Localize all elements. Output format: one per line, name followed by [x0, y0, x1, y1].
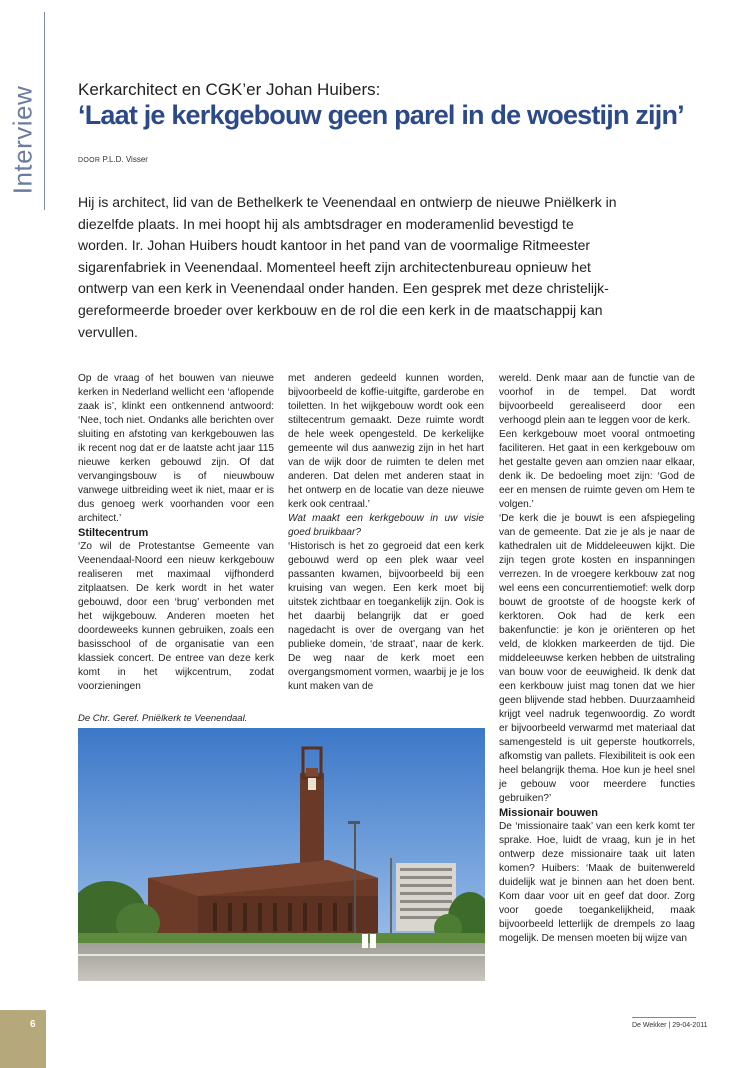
footer-rule: [632, 1017, 696, 1018]
intro-paragraph: Hij is architect, lid van de Bethelkerk te Veenendaal en ontwierp de nieuwe Pniëlkerk in diezelfde plaats. In mei hoopt hij als ambtsdrager en moderamenlid bevestigd te worden. Ir. Johan Huibers houdt kantoor in het pand van de voormalige Ritmeester sigarenfabriek in Veenendaal. Momenteel heeft zijn architectenbureau opnieuw het ontwerp van een kerk in Veenendaal onder handen. Een gesprek met deze christelijk-gereformeerde broeder over kerkbouw en de rol die een kerk in de maatschappij kan vervullen.: [78, 194, 617, 340]
col3-paragraph-4: De ‘missionaire taak’ van een kerk komt ter sprake. Hoe, luidt de vraag, kun je in het ontwerp deze missionaire taak uit laten komen? Huibers: ‘Maak de buitenwereld duidelijk wat je binnen aan het doen bent. Kom daar voor uit en geef dat door. Zorg voor goede toegankelijkheid, maak bijvoorbeeld letterlijk de drempels zo laag mogelijk. De mensen moeten bij wijze van: [499, 821, 695, 944]
col1-paragraph-1: Op de vraag of het bouwen van nieuwe kerken in Nederland wellicht een ‘aflopende zaak is’, klinkt een ontkennend antwoord: ‘Nee, toch niet. Ondanks alle berichten over sluiting en afstoting van kerkgebouwen las ik recent nog dat er de laatste acht jaar 115 nieuwe kerken gebouwd zijn. Of dat vervangingsbouw is of nieuwbouw vanwege uitbreiding weet ik niet, maar er is dus genoeg werk voorhanden voor een architect.’: [78, 373, 274, 524]
column-3: [499, 372, 695, 946]
headline: ‘Laat je kerkgebouw geen parel in de woestijn zijn’: [78, 100, 684, 130]
col2-paragraph-1: met anderen gedeeld kunnen worden, bijvoorbeeld de koffie-uitgifte, garderobe en toiletten. In het wijkgebouw wordt ook een stiltecentrum gemaakt. Deze ruimte wordt de hele week opengesteld. De kerkelijke gemeente wil dus aanwezig zijn in het hart van de wijk door de ruimten te delen met anderen. Dat delen met anderen staat in het ontwerp en de locatie van deze nieuwe kerk ook centraal.’: [288, 373, 484, 510]
column-2: [288, 372, 484, 694]
col3-paragraph-1: wereld. Denk maar aan de functie van de voorhof in de tempel. Dat wordt bijvoorbeeld gerealiseerd door een verhoogd plein aan te leggen voor de kerk.: [499, 373, 695, 426]
photo-caption: De Chr. Geref. Pniëlkerk te Veenendaal.: [78, 713, 248, 724]
side-rule: [44, 12, 45, 210]
subhead-stiltecentrum: Stiltecentrum: [78, 527, 149, 539]
byline: [78, 155, 148, 164]
column-1: [78, 372, 274, 694]
section-label: Interview: [7, 85, 38, 195]
col3-paragraph-3: ‘De kerk die je bouwt is een afspiegeling van de gemeente. Dat zie je als je naar de kathedralen uit de Middeleeuwen kijkt. Die zijn tegen grote kosten en inspanningen verrezen. In de vroegere kerkbouw zat nog wel eens een concurrentiemotief: welk dorp bouwt de grootste of de hoogste kerk of kerktoren. Ook had de kerk een bakenfunctie: je kon je oriënteren op het veld, de klokken markeerden de tijd. Die middeleeuwse kerken hebben de uitstraling van bouw voor de eeuwigheid. Ik denk dat een kerkbouw juist mag tonen dat we hier geen blijvende stad hebben. Duurzaamheid krijgt veel nadruk tegenwoordig. Zo wordt er bijvoorbeeld verwarmd met materiaal dat samengesteld is uit geperste houtkorrels, afkomstig van pallets. Flexibiliteit is ook een heel belangrijk thema. Hoe kun je heel snel je gebouw voor meerdere functies gebruiken?’: [499, 513, 695, 804]
church-photo-illustration: [78, 728, 485, 981]
col3-paragraph-2: Een kerkgebouw moet vooral ontmoeting faciliteren. Het gaat in een kerkgebouw om het gestalte geven aan omzien naar elkaar, denk ik. De bedoeling moet zijn: ‘God de eer en mensen de ruimte geven om Hem te volgen.’: [499, 429, 695, 510]
col1-paragraph-2: ‘Zo wil de Protestantse Gemeente van Veenendaal-Noord een nieuw kerkgebouw realiseren met maximaal vijfhonderd zitplaatsen. De kerk wordt in het water gebouwd, door een ‘brug’ verbonden met het wijkgebouw. Anderen moeten het doordeweeks kunnen gebruiken, zoals een basisschool of de organisatie van een klassiek concert. De entree van deze kerk komt in het wijkcentrum, zodat voorzieningen: [78, 541, 274, 692]
footer-publication: De Wekker | 29-04-2011: [632, 1022, 708, 1029]
page-number: 6: [30, 1019, 36, 1030]
interview-question: Wat maakt een kerkgebouw in uw visie goed bruikbaar?: [288, 513, 484, 538]
col2-paragraph-2: ‘Historisch is het zo gegroeid dat een kerk gebouwd werd op een plek waar veel passanten kwamen, bijvoorbeeld bij een kruising van wegen. Een kerk moet bij uitstek zichtbaar en toegankelijk zijn. Ook is het daarbij belangrijk dat er goed nagedacht is over de overgang van het publieke domein, ‘de straat’, naar de kerk. De weg naar de kerk moet een overgangsmoment vormen, waarbij je je los kunt maken van de: [288, 541, 484, 692]
byline-door: DOOR: [78, 157, 101, 164]
byline-author: P.L.D. Visser: [102, 155, 148, 164]
kicker: Kerkarchitect en CGK’er Johan Huibers:: [78, 80, 381, 99]
church-photo: [78, 728, 485, 981]
page-number-box: [0, 1010, 46, 1068]
subhead-missionair: Missionair bouwen: [499, 807, 599, 819]
